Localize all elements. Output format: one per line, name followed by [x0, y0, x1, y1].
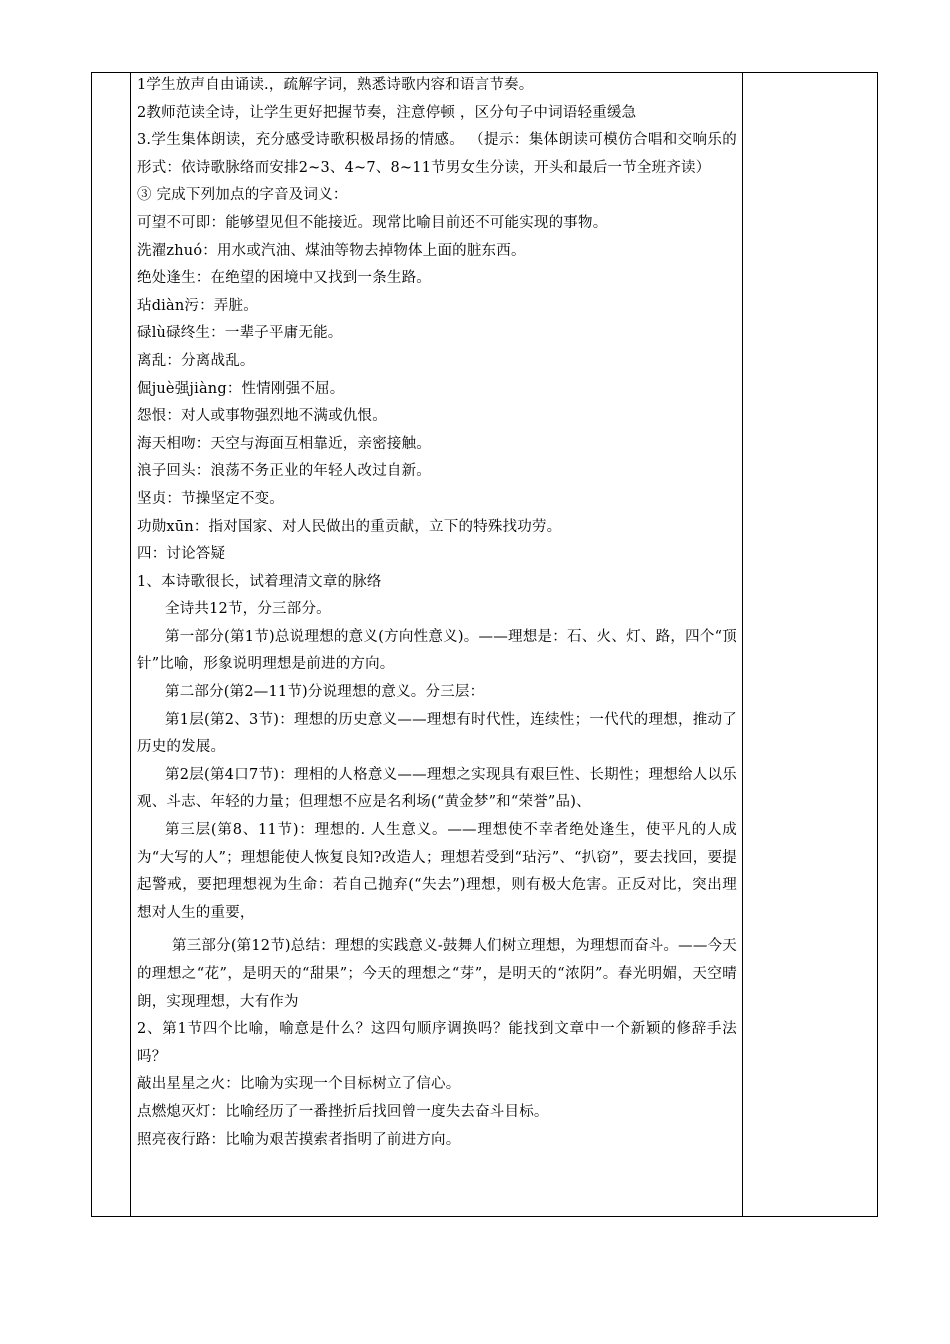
- text-paragraph: 功勋xūn：指对国家、对人民做出的重贡献，立下的特殊找功劳。: [137, 518, 562, 535]
- text-paragraph: 碌lù碌终生：一辈子平庸无能。: [137, 325, 343, 342]
- text-paragraph: 浪子回头：浪荡不务正业的年轻人改过自新。: [137, 463, 431, 480]
- text-paragraph: 海天相吻：天空与海面互相靠近，亲密接触。: [137, 435, 431, 452]
- text-paragraph: 1、本诗歌很长，试着理清文章的脉络: [137, 573, 382, 590]
- text-paragraph: 点燃熄灭灯：比喻经历了一番挫折后找回曾一度失去奋斗目标。: [137, 1103, 549, 1120]
- text-paragraph: 照亮夜行路：比喻为艰苦摸索者指明了前进方向。: [137, 1131, 461, 1148]
- text-paragraph: 怨恨：对人或事物强烈地不满或仇恨。: [137, 408, 387, 425]
- text-paragraph: 坚贞：节操坚定不变。: [137, 490, 284, 507]
- text-paragraph: 第2层(第4口7节)：理相的人格意义——理想之实现具有艰巨性、长期性；理想给人以乐观、斗志、年轻的力量；但理想不应是名利场(“黄金梦”和“荣誉”品)、: [137, 766, 737, 811]
- lesson-content: [137, 72, 737, 1154]
- text-paragraph: 洗濯zhuó：用水或汽油、煤油等物去掉物体上面的脏东西。: [137, 242, 526, 259]
- text-paragraph: 第三层(第8、11节)：理想的. 人生意义。——理想使不幸者绝处逢生，使平凡的人成为“大写的人”；理想能使人恢复良知?改造人；理想若受到“玷污”、“扒窃”，要去找回，要提起警戒，要把理想视为生命：若自己抛弃(“失去”)理想，则有极大危害。正反对比，突出理想对人生的重要，: [137, 822, 737, 921]
- text-paragraph: 第二部分(第2—11节)分说理想的意义。分三层：: [165, 684, 485, 701]
- table-column-divider-left: [130, 73, 131, 1216]
- text-paragraph: 第一部分(第1节)总说理想的意义(方向性意义)。——理想是：石、火、灯、路，四个“顶针”比喻，形象说明理想是前进的方向。: [137, 628, 737, 673]
- text-paragraph: 2、第1节四个比喻，喻意是什么？这四句顺序调换吗？能找到文章中一个新颖的修辞手法吗？: [137, 1021, 737, 1065]
- text-paragraph: 倔juè强jiàng：性情刚强不屈。: [137, 380, 345, 397]
- text-paragraph: 2教师范读全诗，让学生更好把握节奏，注意停顿 ，区分句子中词语轻重缓急: [137, 104, 637, 121]
- text-paragraph: 第1层(第2、3节)：理想的历史意义——理想有时代性，连续性；一代代的理想，推动了历史的发展。: [137, 711, 737, 756]
- text-paragraph: 全诗共12节，分三部分。: [165, 601, 331, 618]
- text-paragraph: ③ 完成下列加点的字音及词义：: [137, 187, 348, 204]
- text-paragraph: 四：讨论答疑: [137, 546, 226, 563]
- text-paragraph: 玷diàn污：弄脏。: [137, 297, 258, 314]
- table-column-divider-right: [742, 73, 743, 1216]
- text-paragraph: 离乱：分离战乱。: [137, 352, 255, 369]
- text-paragraph: 3.学生集体朗读，充分感受诗歌积极昂扬的情感。 （提示：集体朗读可模仿合唱和交响乐的形式：依诗歌脉络而安排2~3、4~7、8~11节男女生分读，开头和最后一节全班齐读）: [137, 132, 737, 176]
- text-paragraph: 可望不可即：能够望见但不能接近。现常比喻目前还不可能实现的事物。: [137, 214, 608, 231]
- text-paragraph: 绝处逢生：在绝望的困境中又找到一条生路。: [137, 270, 431, 287]
- text-paragraph: 第三部分(第12节)总结：理想的实践意义-鼓舞人们树立理想，为理想而奋斗。——今天的理想之“花”，是明天的“甜果”；今天的理想之“芽”，是明天的“浓阴”。春光明媚，天空晴朗，实现理想，大有作为: [137, 938, 737, 1010]
- text-paragraph: 敲出星星之火：比喻为实现一个目标树立了信心。: [137, 1076, 461, 1093]
- text-paragraph: 1学生放声自由诵读.，疏解字词，熟悉诗歌内容和语言节奏。: [137, 77, 534, 93]
